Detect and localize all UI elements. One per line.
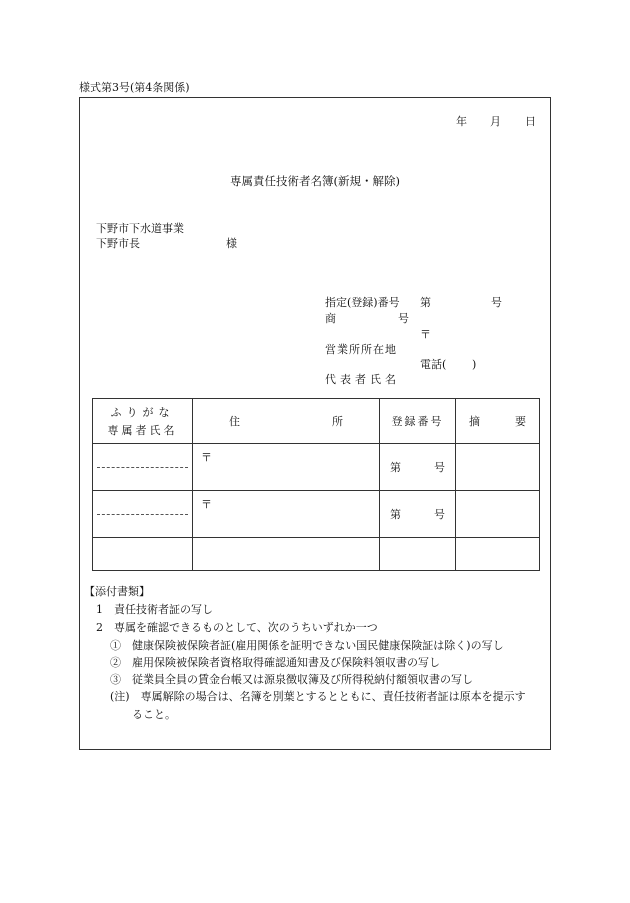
table-row: [93, 538, 540, 571]
office-address-label: 営業所所在地: [325, 343, 397, 356]
addressee-line2: 下野市長: [96, 237, 140, 250]
attachment-item-4: ② 雇用保険被保険者資格取得確認通知書及び保険料領収書の写し: [110, 656, 440, 669]
header-remarks-1: 摘: [469, 415, 480, 428]
header-address-2: 所: [332, 415, 343, 428]
attachment-note-line1: (注) 専属解除の場合は、名簿を別葉とするとともに、責任技術者証は原本を提示す: [110, 690, 526, 703]
remarks-cell[interactable]: [456, 491, 540, 538]
phone-close: ): [472, 358, 477, 371]
postal-mark: 〒: [201, 498, 212, 511]
reg-prefix: 第: [390, 508, 401, 521]
table-row: [93, 491, 540, 538]
table-row: [93, 444, 540, 491]
header-address-cell: [193, 399, 380, 444]
header-name-cell: [93, 399, 193, 444]
form-title: 専属責任技術者名簿(新規・解除): [230, 174, 400, 188]
addressee-line1: 下野市下水道事業: [96, 222, 184, 235]
address-cell[interactable]: [193, 444, 380, 491]
furigana-divider: [97, 514, 188, 515]
name-cell[interactable]: [93, 491, 193, 538]
phone-label: 電話(: [420, 358, 447, 371]
date-year: 年: [456, 115, 467, 128]
header-address-1: 住: [229, 415, 240, 428]
header-remarks-cell: [456, 399, 540, 444]
form-number: 様式第3号(第4条関係): [79, 81, 190, 94]
addressee-honorific: 様: [226, 237, 237, 250]
postal-mark: 〒: [201, 451, 212, 464]
address-cell[interactable]: [193, 538, 380, 571]
address-cell[interactable]: [193, 491, 380, 538]
reg-number-suffix: 号: [491, 296, 502, 309]
reg-number-cell[interactable]: [380, 538, 456, 571]
table-header-row: [93, 399, 540, 444]
applicant-postal-mark: 〒: [420, 328, 431, 341]
reg-number-cell[interactable]: [380, 491, 456, 538]
name-cell[interactable]: [93, 538, 193, 571]
header-name: 専属者氏名: [107, 424, 178, 437]
attachments-heading: 【添付書類】: [84, 585, 150, 598]
attachment-item-1: 1 責任技術者証の写し: [96, 603, 213, 616]
trade-name-label-1: 商: [325, 312, 336, 325]
reg-suffix: 号: [434, 461, 445, 474]
header-reg-number: 登録番号: [380, 399, 456, 444]
remarks-cell[interactable]: [456, 444, 540, 491]
date-day: 日: [525, 115, 536, 128]
remarks-cell[interactable]: [456, 538, 540, 571]
reg-number-prefix: 第: [420, 296, 431, 309]
reg-number-label: 指定(登録)番号: [325, 296, 400, 309]
attachment-note-line2: ること。: [132, 708, 176, 721]
furigana-divider: [97, 467, 188, 468]
reg-number-cell[interactable]: [380, 444, 456, 491]
representative-label: 代表者氏名: [325, 373, 400, 386]
name-cell[interactable]: [93, 444, 193, 491]
form-frame: [79, 97, 551, 750]
header-furigana: ふりがな: [110, 406, 175, 419]
header-remarks-2: 要: [515, 415, 526, 428]
date-month: 月: [490, 115, 501, 128]
reg-suffix: 号: [434, 508, 445, 521]
attachment-item-5: ③ 従業員全員の賃金台帳又は源泉徴収簿及び所得税納付額領収書の写し: [110, 673, 473, 686]
reg-prefix: 第: [390, 461, 401, 474]
attachment-item-2: 2 専属を確認できるものとして、次のうちいずれか一つ: [96, 621, 378, 634]
attachment-item-3: ① 健康保険被保険者証(雇用関係を証明できない国民健康保険証は除く)の写し: [110, 639, 504, 652]
members-table: [92, 398, 540, 571]
trade-name-label-2: 号: [398, 312, 409, 325]
